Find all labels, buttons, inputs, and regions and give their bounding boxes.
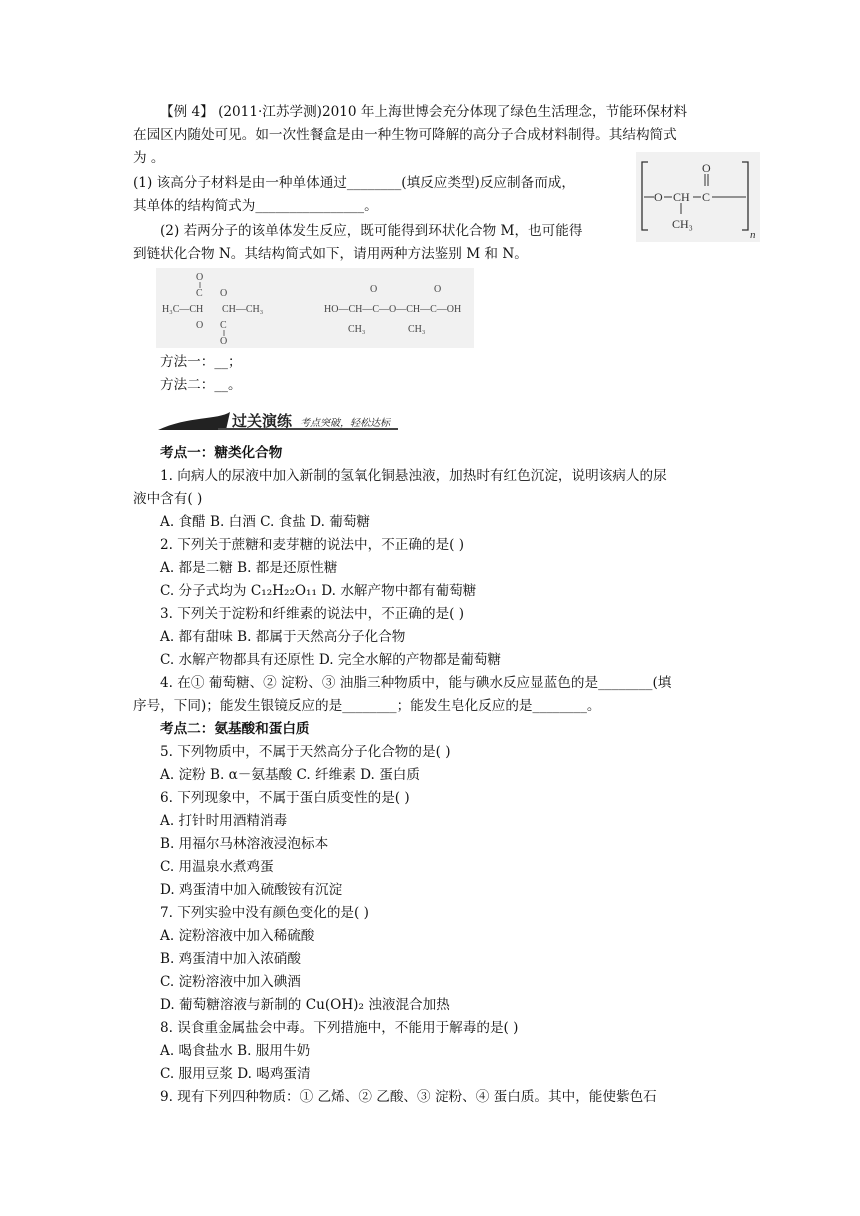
method-1: 方法一：__； [160,354,242,370]
list-item: A. 都有甜味 B. 都属于天然高分子化合物 [160,629,406,645]
example-line-3: 为 。 [133,150,165,166]
method-2: 方法二：__。 [160,377,242,393]
polymer-carbonyl-o: O [702,161,711,175]
list-item: C. 淀粉溶液中加入碘酒 [160,974,301,990]
chain-ch3-2: CH₃ [408,324,426,335]
list-item: C. 分子式均为 C₁₂H₂₂O₁₁ D. 水解产物中都有葡萄糖 [160,583,477,599]
polymer-ch: CH [673,190,690,204]
list-item: 1. 向病人的尿液中加入新制的氢氧化铜悬浊液，加热时有红色沉淀，说明该病人的尿 [160,468,667,484]
ring-left: H₃C—CH [162,304,204,315]
chain-o2: O [434,284,442,295]
list-item: D. 鸡蛋清中加入硫酸铵有沉淀 [160,882,343,898]
polymer-structure-image [636,152,760,242]
ring-ch-right: CH—CH₃ [222,304,264,315]
ring-o2: O [220,336,228,347]
ring-c2: C [220,320,227,331]
example-line-2: 在园区内随处可见。如一次性餐盒是由一种生物可降解的高分子合成材料制得。其结构简式 [133,127,677,143]
list-item: C. 水解产物都具有还原性 D. 完全水解的产物都是葡萄糖 [160,652,501,668]
polymer-ch3: CH₃ [672,217,693,231]
question-2b: 到链状化合物 N。其结构简式如下，请用两种方法鉴别 M 和 N。 [133,246,528,262]
list-item: D. 葡萄糖溶液与新制的 Cu(OH)₂ 浊液混合加热 [160,997,450,1013]
example-line-1: 【例 4】 (2011·江苏学测)2010 年上海世博会充分体现了绿色生活理念，节能环保材料 [160,104,688,120]
list-item: A. 都是二糖 B. 都是还原性糖 [160,560,338,576]
list-item: 序号，下同)；能发生银镜反应的是________；能发生皂化反应的是________。 [133,698,601,714]
list-item: 5. 下列物质中，不属于天然高分子化合物的是( ) [160,744,451,760]
list-item: C. 用温泉水煮鸡蛋 [160,859,274,875]
list-item: A. 食醋 B. 白酒 C. 食盐 D. 葡萄糖 [160,514,371,530]
chain-main: HO—CH—C—O—CH—C—OH [324,304,462,315]
list-item: B. 用福尔马林溶液浸泡标本 [160,836,329,852]
list-item: A. 淀粉溶液中加入稀硫酸 [160,928,315,944]
list-item: A. 淀粉 B. α－氨基酸 C. 纤维素 D. 蛋白质 [160,767,420,783]
list-item: B. 鸡蛋清中加入浓硝酸 [160,951,301,967]
list-item: 9. 现有下列四种物质：① 乙烯、② 乙酸、③ 淀粉、④ 蛋白质。其中，能使紫色石 [160,1089,657,1105]
question-2a: (2) 若两分子的该单体发生反应，既可能得到环状化合物 M，也可能得 [160,223,583,239]
list-item: C. 服用豆浆 D. 喝鸡蛋清 [160,1066,311,1082]
practice-banner [158,410,398,434]
list-item: 2. 下列关于蔗糖和麦芽糖的说法中，不正确的是( ) [160,537,465,553]
section-1-title: 考点一：糖类化合物 [160,445,283,461]
banner-subtitle: 考点突破，轻松达标 [300,418,390,429]
chain-ch3-1: CH₃ [348,324,366,335]
list-item: 液中含有( ) [133,491,203,507]
list-item: 8. 误食重金属盐会中毒。下列措施中，不能用于解毒的是( ) [160,1020,519,1036]
list-item: 6. 下列现象中，不属于蛋白质变性的是( ) [160,790,410,806]
ring-o-top: O [220,288,228,299]
question-1a: (1) 该高分子材料是由一种单体通过________(填反应类型)反应制备而成， [133,175,575,191]
polymer-n: n [750,229,756,241]
list-item: 4. 在① 葡萄糖、② 淀粉、③ 油脂三种物质中，能与碘水反应显蓝色的是________(填 [160,675,672,691]
list-item: 3. 下列关于淀粉和纤维素的说法中，不正确的是( ) [160,606,465,622]
list-item: 7. 下列实验中没有颜色变化的是( ) [160,905,369,921]
ring-o1: O [196,272,204,283]
list-item: A. 喝食盐水 B. 服用牛奶 [160,1043,311,1059]
banner-title: 过关演练 [232,412,293,430]
list-item: A. 打针时用酒精消毒 [160,813,288,829]
section-2-title: 考点二：氨基酸和蛋白质 [160,721,310,737]
polymer-o: O [654,190,663,204]
banner-swoosh-icon [158,410,398,434]
m-n-structures-image [156,268,474,348]
ring-c1: C [196,288,203,299]
polymer-c: C [702,190,711,204]
question-1b: 其单体的结构简式为________________。 [133,198,378,214]
chain-o1: O [370,284,378,295]
ring-o-bottom: O [196,320,204,331]
